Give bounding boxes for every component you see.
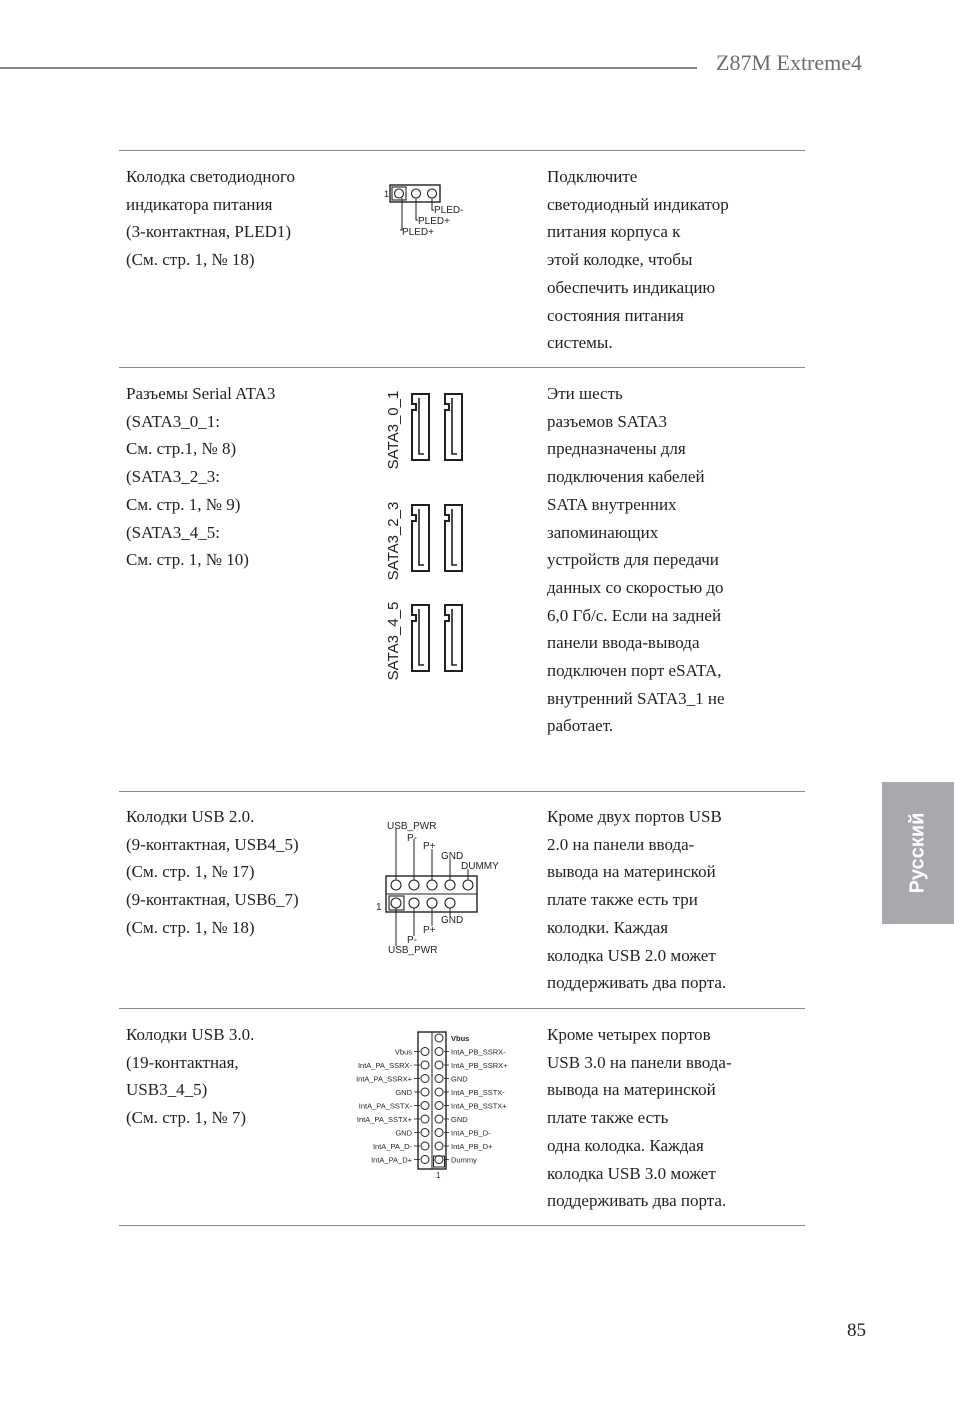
right-pin-label: IntA_PB_SSTX-: [451, 1088, 505, 1097]
pin-1-marker: 1: [376, 902, 382, 913]
left-pin-label: Vbus: [394, 1047, 412, 1057]
pin-circle: [435, 1115, 443, 1123]
p-plus-label: P+: [423, 841, 436, 852]
usb3-header-diagram: [340, 1030, 530, 1182]
right-pin-label: Vbus: [451, 1034, 470, 1043]
left-pin-label: GND: [395, 1128, 412, 1138]
left-pin-label: IntA_PA_SSTX-: [358, 1101, 412, 1111]
pled-header-description: Подключите светодиодный индикатор питания корпуса к этой колодке, чтобы обеспечить индикацию состояния питания системы.: [547, 167, 729, 353]
right-pin-label: GND: [451, 1074, 468, 1084]
sata-port-icon: [445, 505, 462, 571]
sata-connectors-description: Эти шесть разъемов SATA3 предназначены для подключения кабелей SATA внутренних запоминающих устройств для передачи данных со скоростью до 6,0 Гб/с. Если на задней панели ввода-вывода подключен порт eSATA, внутренний SATA3_1 не работает.: [547, 384, 725, 736]
sata3-4-5-label: SATA3_4_5: [385, 601, 402, 681]
pled-header-title: Колодка светодиодного индикатора питания (3-контактная, PLED1) (См. стр. 1, № 18): [126, 167, 295, 270]
language-side-tab-label: Русский: [906, 812, 929, 894]
dummy-label: DUMMY: [461, 861, 499, 872]
pin-circle: [421, 1102, 429, 1110]
sata-port-icon: [412, 605, 429, 671]
left-pin-label: IntA_PA_D+: [371, 1155, 412, 1165]
pin-circle: [421, 1156, 429, 1164]
pled-plus-label: PLED+: [418, 216, 450, 227]
usb2-header-title: Колодки USB 2.0. (9-контактная, USB4_5) (См. стр. 1, № 17) (9-контактная, USB6_7) (См. стр. 1, № 18): [126, 807, 299, 937]
left-pin-label: IntA_PA_SSRX-: [357, 1061, 412, 1070]
page-number: 85: [847, 1320, 866, 1341]
header-rule: [0, 67, 697, 69]
right-pin-label: GND: [451, 1115, 468, 1124]
usb2-header-diagram: [370, 815, 510, 960]
pin-circle: [435, 1142, 443, 1150]
pled-header-diagram: [380, 180, 490, 242]
left-pin-label: GND: [395, 1088, 412, 1097]
p-minus-label: P-: [407, 935, 417, 946]
p-plus-label: P+: [423, 925, 436, 936]
sata-port-icon: [445, 394, 462, 460]
left-pin-label: IntA_PA_SSRX+: [356, 1074, 412, 1084]
right-pin-label: IntA_PB_D-: [451, 1128, 491, 1138]
pin-circle: [421, 1129, 429, 1137]
table-rule: [119, 1008, 805, 1009]
table-rule: [119, 150, 805, 151]
sata3-0-1-label: SATA3_0_1: [385, 390, 402, 470]
pin-circle: [421, 1088, 429, 1096]
pin-circle: [435, 1075, 443, 1083]
pin-circle: [435, 1048, 443, 1056]
pin-circle: [435, 1034, 443, 1042]
pin-circle: [421, 1061, 429, 1069]
pled-plus-label: PLED+: [402, 227, 434, 238]
usb2-header-description: Кроме двух портов USB 2.0 на панели ввода- вывода на материнской плате также есть три колодки. Каждая колодка USB 2.0 может поддерживать два порта.: [547, 807, 727, 993]
sata-port-icon: [445, 605, 462, 671]
page-header-title: Z87M Extreme4: [716, 50, 863, 75]
left-pin-label: IntA_PA_D-: [372, 1142, 412, 1151]
usb3-header-description: Кроме четырех портов USB 3.0 на панели ввода- вывода на материнской плате также есть одна колодка. Каждая колодка USB 3.0 может поддерживать два порта.: [547, 1025, 732, 1211]
right-pin-label: IntA_PB_D+: [451, 1142, 493, 1151]
gnd-label: GND: [441, 851, 464, 862]
pin-circle: [435, 1102, 443, 1110]
sata-port-icon: [412, 394, 429, 460]
left-pin-label: IntA_PA_SSTX+: [356, 1115, 412, 1124]
right-pin-label: IntA_PB_SSTX+: [451, 1101, 507, 1111]
usb3-header-title: Колодки USB 3.0. (19-контактная, USB3_4_5) (См. стр. 1, № 7): [126, 1025, 255, 1128]
pin-circle: [421, 1075, 429, 1083]
pin-circle: [435, 1061, 443, 1069]
right-pin-label: IntA_PB_SSRX+: [451, 1061, 508, 1070]
pin-circle: [421, 1142, 429, 1150]
usb-pwr-label: USB_PWR: [388, 945, 438, 956]
right-pin-label: Dummy: [451, 1155, 477, 1165]
table-rule: [119, 1225, 805, 1226]
table-rule: [119, 791, 805, 792]
p-minus-label: P-: [407, 833, 417, 844]
table-rule: [119, 367, 805, 368]
sata-connectors-title: Разъемы Serial ATA3 (SATA3_0_1: См. стр.1, № 8) (SATA3_2_3: См. стр. 1, № 9) (SATA3_4_5: См. стр. 1, № 10): [126, 384, 276, 570]
usb-pwr-label: USB_PWR: [387, 821, 437, 832]
pin-1-marker: 1: [384, 189, 390, 199]
gnd-label: GND: [441, 915, 464, 926]
right-pin-label: IntA_PB_SSRX-: [451, 1047, 506, 1057]
pin-circle: [435, 1129, 443, 1137]
pin-circle: [421, 1048, 429, 1056]
language-side-tab: [882, 782, 954, 924]
pin-circle: [435, 1088, 443, 1096]
sata-connectors-diagram: [378, 388, 478, 688]
pin-circle: [421, 1115, 429, 1123]
sata3-2-3-label: SATA3_2_3: [385, 501, 402, 581]
pin-1-marker: 1: [436, 1171, 441, 1180]
pled-minus-label: PLED-: [434, 205, 464, 216]
sata-port-icon: [412, 505, 429, 571]
pin-circle: [435, 1156, 443, 1164]
